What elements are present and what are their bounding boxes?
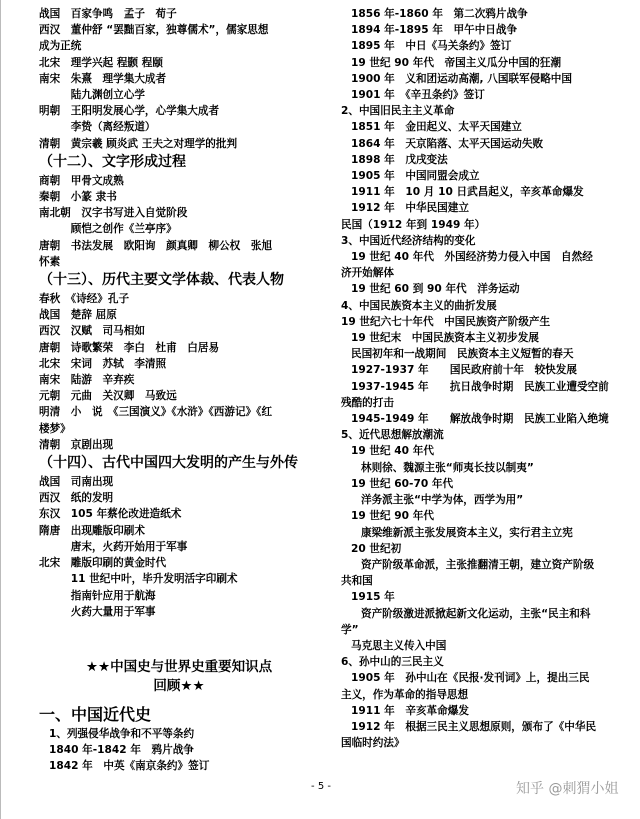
text-line: 秦朝 小篆 隶书 — [39, 191, 117, 204]
text-line: 北宋 雕版印刷的黄金时代 — [39, 557, 167, 570]
text-line: 学” — [341, 623, 359, 636]
text-line: 清朝 京剧出现 — [39, 438, 114, 451]
sub-heading: 1、列强侵华战争和不平等条约 — [49, 727, 195, 740]
text-line: 主义，作为革命的指导思想 — [341, 688, 469, 701]
text-line: 19 世纪六七十年代 中国民族资产阶级产生 — [341, 315, 551, 328]
text-line: 1901 年 《辛丑条约》签订 — [351, 89, 485, 102]
text-line: 顾恺之创作《兰亭序》 — [39, 223, 177, 236]
review-title: ★★中国史与世界史重要知识点 — [85, 658, 273, 675]
text-line: 战国 楚辞 屈原 — [39, 309, 117, 322]
text-line: 楼梦》 — [39, 422, 71, 435]
part-heading: 一、中国近代史 — [39, 704, 152, 724]
text-line: 民国（1912 年到 1949 年） — [341, 218, 486, 231]
text-line: 火药大量用于军事 — [39, 605, 156, 618]
text-line: 战国 百家争鸣 孟子 荀子 — [39, 8, 177, 20]
text-line: 李贽（离经叛道） — [39, 121, 156, 134]
text-line: 1905 年 孙中山在《民报·发刊词》上，提出三民 — [351, 672, 590, 685]
text-line: 隋唐 出现雕版印刷术 — [39, 524, 145, 537]
text-line: 战国 司南出现 — [39, 476, 114, 489]
sub-heading: 4、中国民族资本主义的曲折发展 — [341, 299, 497, 312]
text-line: 成为正统 — [39, 40, 82, 53]
text-line: 1905 年 中国同盟会成立 — [351, 170, 480, 183]
text-line: 共和国 — [341, 575, 373, 588]
text-line: 19 世纪 40 年代 — [351, 445, 434, 458]
text-line: 1895 年 中日《马关条约》签订 — [351, 40, 512, 53]
right-column — [341, 6, 637, 751]
text-line: 唐朝 书法发展 欧阳询 颜真卿 柳公权 张旭 — [39, 239, 273, 252]
text-line: 怀素 — [39, 255, 61, 268]
text-line: 明清 小 说 《三国演义》《水浒》《西游记》《红 — [39, 406, 273, 419]
text-line: 马克思主义传入中国 — [351, 639, 447, 652]
text-line: 康梁维新派主张发展资本主义，实行君主立宪 — [361, 526, 573, 539]
zhihu-watermark: 知乎 @刺猬小姐 — [516, 781, 619, 797]
page-number: - 5 - — [311, 781, 331, 792]
text-line: 资产阶级激进派掀起新文化运动，主张“民主和科 — [361, 607, 591, 620]
text-line: 1911 年 10 月 10 日武昌起义，辛亥革命爆发 — [351, 186, 584, 199]
sub-heading: 5、近代思想解放潮流 — [341, 429, 444, 442]
text-line: 林则徐、魏源主张“师夷长技以制夷” — [361, 461, 534, 474]
text-line: 1945-1949 年 解放战争时期 民族工业陷入绝境 — [351, 413, 609, 426]
text-line: 西汉 汉赋 司马相如 — [39, 325, 145, 338]
text-line: 1915 年 — [351, 591, 395, 604]
section-heading-14: （十四）、古代中国四大发明的产生与外传 — [39, 455, 298, 472]
sub-heading: 2、中国旧民主主义革命 — [341, 105, 455, 118]
text-line: 1912 年 中华民国建立 — [351, 202, 469, 215]
text-line: 1864 年 天京陷落、太平天国运动失败 — [351, 137, 544, 150]
text-line: 1842 年 中英《南京条约》签订 — [49, 760, 210, 773]
text-line: 19 世纪末 中国民族资本主义初步发展 — [351, 332, 539, 345]
text-line: 19 世纪 90 年代 帝国主义瓜分中国的狂潮 — [351, 56, 562, 69]
text-line: 西汉 纸的发明 — [39, 492, 114, 505]
text-line: 11 世纪中叶，毕升发明活字印刷术 — [39, 573, 238, 586]
text-line: 南宋 朱熹 理学集大成者 — [39, 72, 167, 85]
text-line: 唐末，火药开始用于军事 — [39, 540, 188, 553]
text-line: 19 世纪 90 年代 — [351, 510, 434, 523]
text-line: 民国初年和一战期间 民族资本主义短暂的春天 — [351, 348, 574, 361]
text-line: 南北朝 汉字书写进入自觉阶段 — [39, 207, 188, 220]
text-line: 1900 年 义和团运动高潮, 八国联军侵略中国 — [351, 72, 572, 85]
text-line: 指南针应用于航海 — [39, 589, 156, 602]
text-line: 清朝 黄宗羲 顾炎武 王夫之对理学的批判 — [39, 137, 238, 150]
text-line: 1840 年-1842 年 鸦片战争 — [49, 744, 194, 757]
text-line: 陆九渊创立心学 — [39, 89, 145, 102]
text-line: 唐朝 诗歌繁荣 李白 杜甫 白居易 — [39, 341, 220, 354]
text-line: 1894 年-1895 年 甲午中日战争 — [351, 24, 518, 37]
text-line: 资产阶级革命派，主张推翻清王朝，建立资产阶级 — [361, 558, 595, 571]
text-line: 1898 年 戊戌变法 — [351, 153, 448, 166]
text-line: 明朝 王阳明发展心学，心学集大成者 — [39, 105, 220, 118]
review-title-cont: 回顾★★ — [153, 677, 205, 694]
text-line: 春秋 《诗经》孔子 — [39, 293, 130, 306]
text-line: 1911 年 辛亥革命爆发 — [351, 704, 469, 717]
text-line: 元朝 元曲 关汉卿 马致远 — [39, 390, 177, 403]
text-line: 北宋 宋词 苏轼 李清照 — [39, 357, 167, 370]
text-line: 洋务派主张“中学为体，西学为用” — [361, 494, 524, 507]
text-line: 北宋 理学兴起 程颢 程颐 — [39, 56, 163, 69]
text-line: 南宋 陆游 辛弃疾 — [39, 374, 135, 387]
text-line: 19 世纪 40 年代 外国经济势力侵入中国 自然经 — [351, 251, 593, 264]
text-line: 国临时约法》 — [341, 737, 405, 750]
text-line: 残酷的打击 — [341, 396, 394, 409]
text-line: 商朝 甲骨文成熟 — [39, 174, 124, 187]
text-line: 济开始解体 — [341, 267, 394, 280]
text-line: 1856 年-1860 年 第二次鸦片战争 — [351, 8, 528, 20]
text-line: 1912 年 根据三民主义思想原则，颁布了《中华民 — [351, 720, 597, 733]
text-line: 19 世纪 60-70 年代 — [351, 477, 454, 490]
sub-heading: 6、孙中山的三民主义 — [341, 656, 444, 669]
text-line: 1851 年 金田起义、太平天国建立 — [351, 121, 522, 134]
text-line: 1927-1937 年 国民政府前十年 较快发展 — [351, 364, 577, 377]
text-line: 西汉 董仲舒 “罢黜百家，独尊儒术”，儒家思想 — [39, 24, 269, 37]
text-line: 20 世纪初 — [351, 542, 402, 555]
section-heading-13: （十三）、历代主要文学体裁、代表人物 — [39, 272, 284, 289]
text-line: 东汉 105 年蔡伦改进造纸术 — [39, 508, 182, 521]
text-line: 1937-1945 年 抗日战争时期 民族工业遭受空前 — [351, 380, 609, 393]
text-line: 19 世纪 60 到 90 年代 洋务运动 — [351, 283, 520, 296]
section-heading-12: （十二）、文字形成过程 — [39, 153, 186, 170]
sub-heading: 3、中国近代经济结构的变化 — [341, 234, 476, 247]
left-column — [39, 6, 319, 775]
